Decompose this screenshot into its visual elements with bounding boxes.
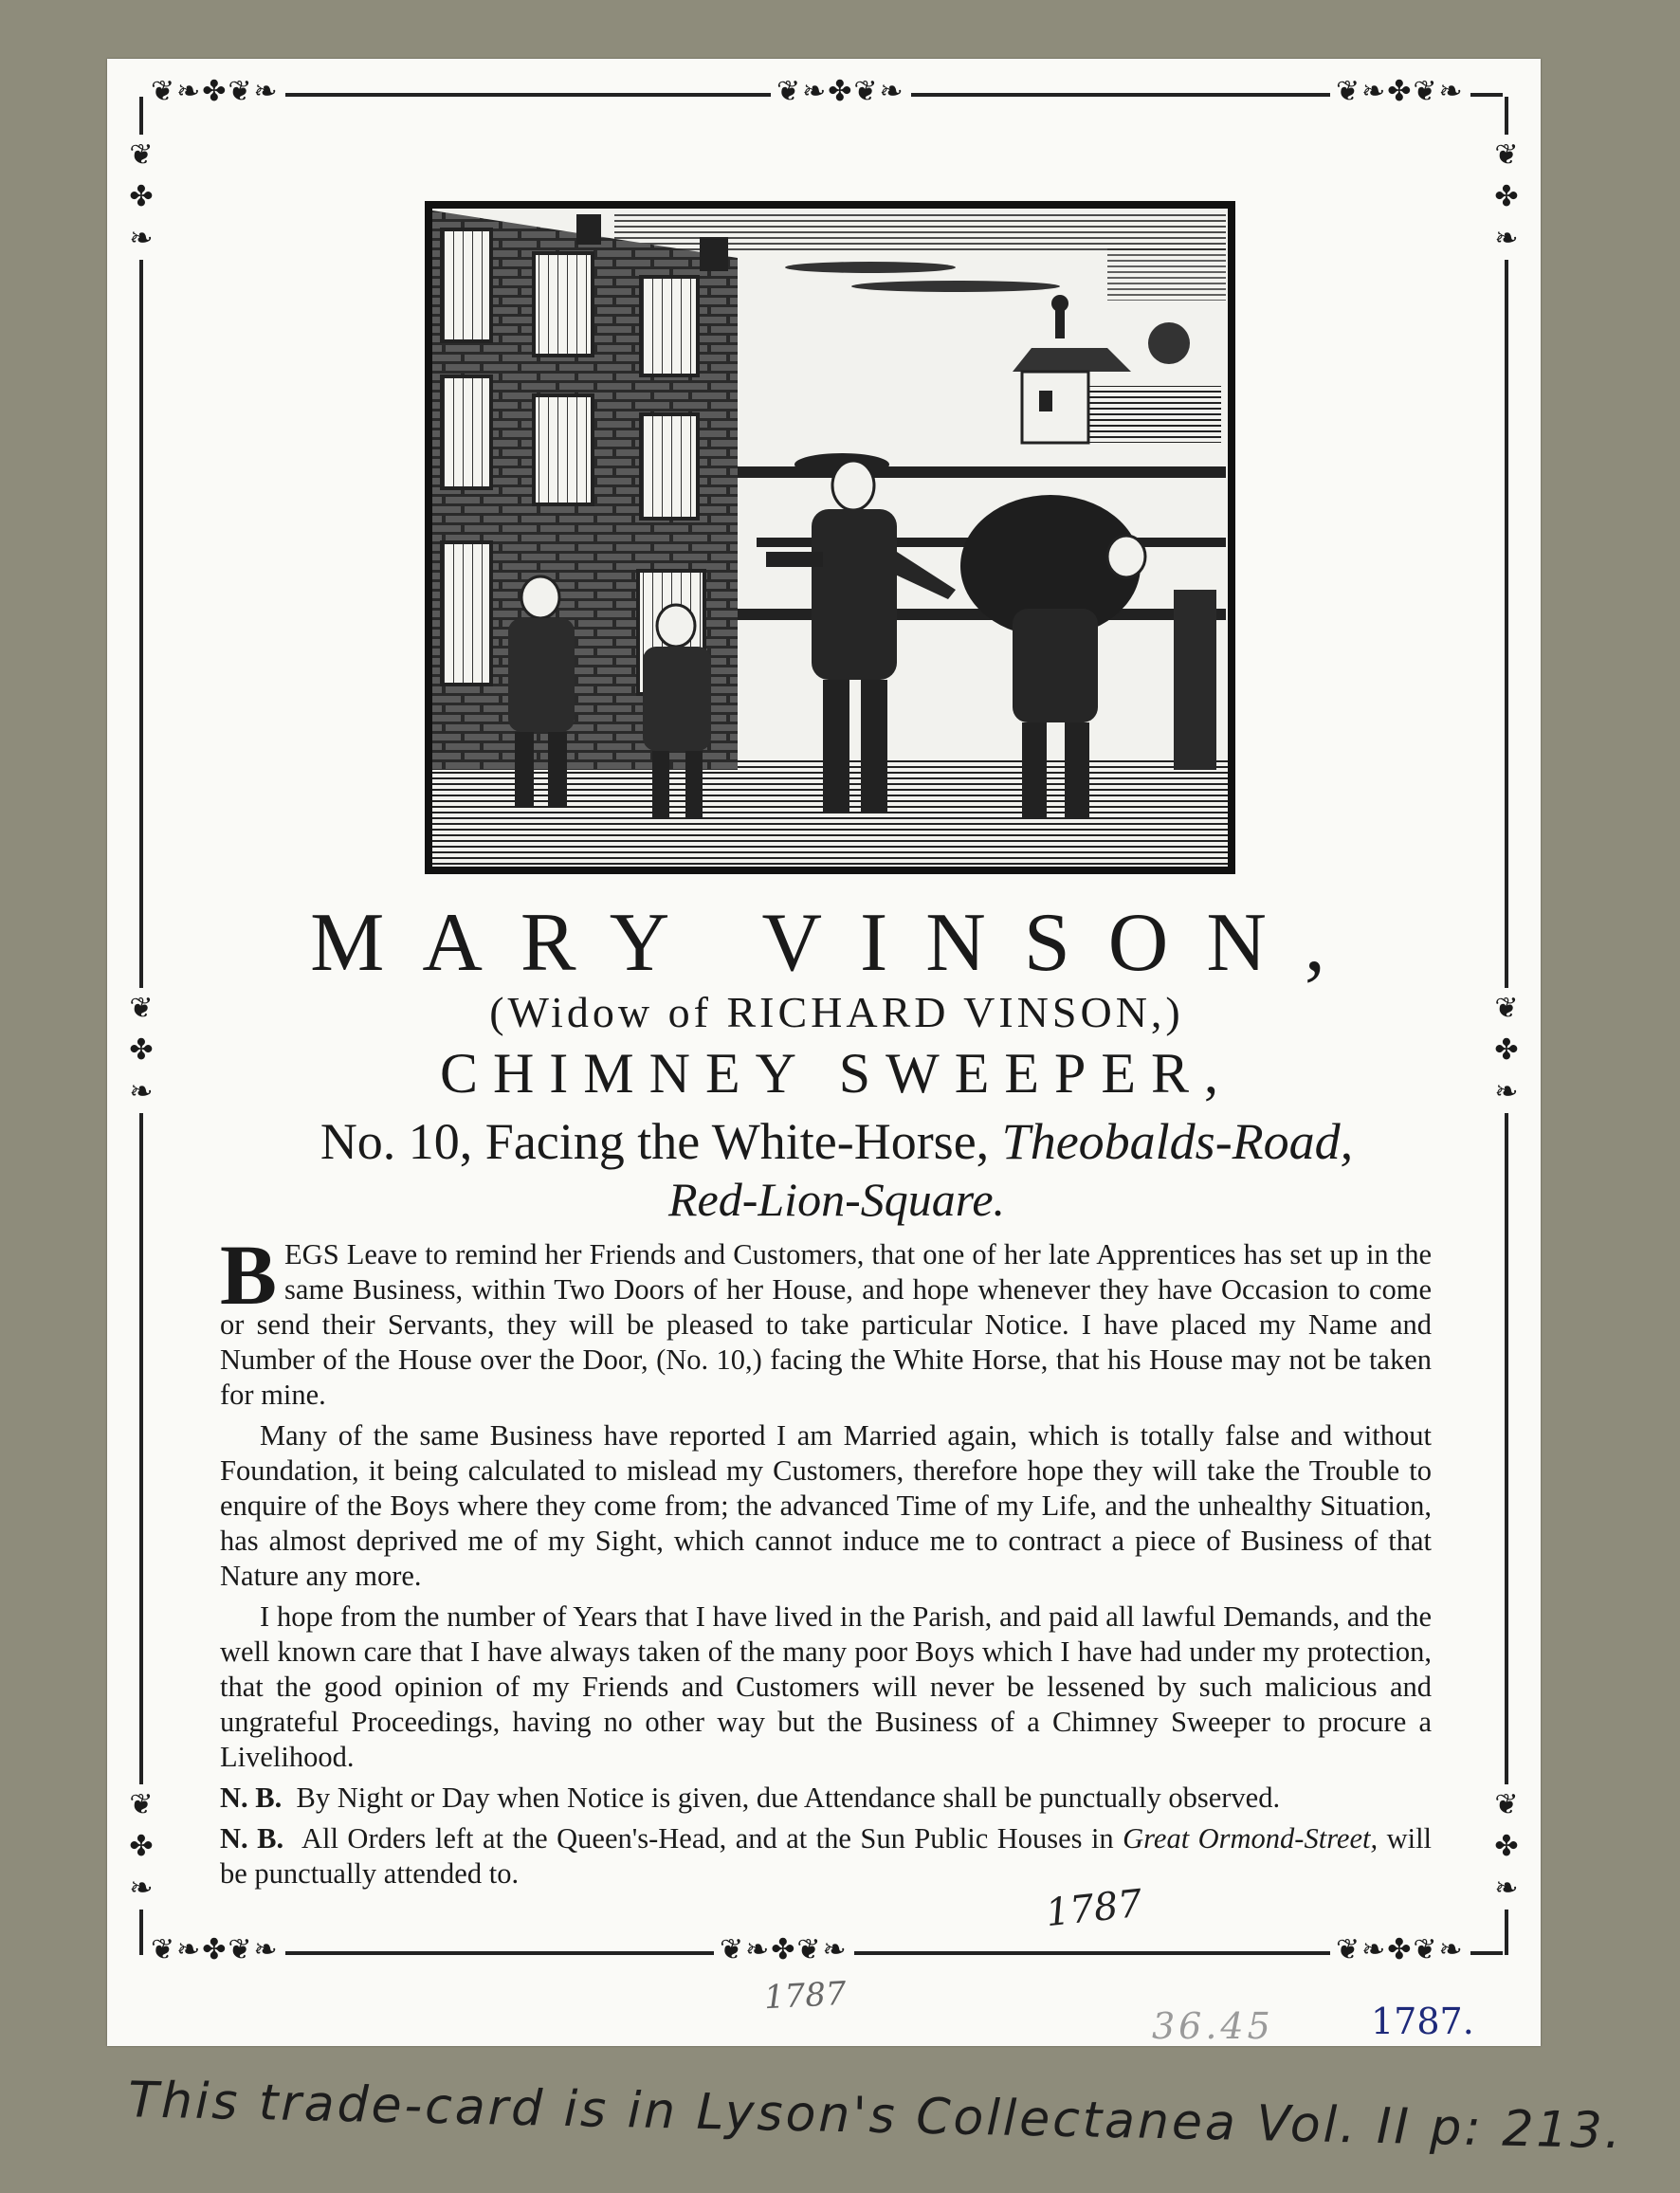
nb2-italic: Great Ormond-Street, xyxy=(1123,1822,1379,1855)
ornament-left-top: ❦ ✤ ❧ xyxy=(125,135,157,260)
ornament-left-middle: ❦ ✤ ❧ xyxy=(125,988,157,1113)
paragraph-3: I hope from the number of Years that I have lived in the Parish, and paid all lawful Demands, and the well known care that I have always taken of the many poor Boys which I have had under my protection, that the good opinion of my Friends and Customers will never be lessened by such malicious and ungrateful Proceedings, having no other way but the Business of a Chimney Sweeper to procure a Livelihood. xyxy=(220,1600,1432,1773)
ornament-bottom-right: ❦❧✤❦❧ xyxy=(1330,1936,1470,1965)
ornament-left-bottom: ❦ ✤ ❧ xyxy=(125,1784,157,1910)
nota-bene-1 xyxy=(220,1781,1432,1816)
paragraph-2: Many of the same Business have reported I am Married again, which is totally false and without Foundation, it being calculated to mislead my Customers, therefore hope they will take the Trouble to enquire of the Boys where they come from; the advanced Time of my Life, and the unhealthy Situation, has almost deprived me of my Sight, which cannot induce me to contract a piece of Business of that Nature any more. xyxy=(220,1419,1432,1592)
ornament-top-left: ❦❧✤❦❧ xyxy=(145,78,285,106)
pencil-year-annotation: 1787 xyxy=(763,1974,848,2018)
ornament-top-right: ❦❧✤❦❧ xyxy=(1330,78,1470,106)
address-italic: Theobalds-Road, xyxy=(1001,1113,1354,1170)
paragraph-1-text: EGS Leave to remind her Friends and Customers, that one of her late Apprentices has set up in the same Business, within Two Doors of her House, and hope whenever they have Occasion to come or send their Servants, they will be pleased to take particular Notice. I have placed my Name and Number of the House over the Door, (No. 10,) facing the White Horse, that his House may not be taken for mine. xyxy=(220,1238,1432,1411)
ornament-top-center: ❦❧✤❦❧ xyxy=(771,78,911,106)
advertisement-body xyxy=(220,1229,1433,1897)
widow-line: (Widow of RICHARD VINSON,) xyxy=(489,988,1184,1036)
handwritten-caption: This trade-card is in Lyson's Collectanea Vol. II p: 213. xyxy=(127,2072,1624,2161)
ornament-right-top: ❦ ✤ ❧ xyxy=(1490,135,1523,260)
handwritten-year: 1787 xyxy=(1043,1881,1144,1936)
nota-bene-2 xyxy=(220,1821,1432,1891)
locality-line: Red-Lion-Square. xyxy=(667,1173,1006,1226)
woodcut-illustration xyxy=(425,201,1235,874)
proprietor-name: MARY VINSON, xyxy=(310,897,1363,989)
ornament-right-middle: ❦ ✤ ❧ xyxy=(1490,988,1523,1113)
nb-label: N. B. xyxy=(220,1782,283,1814)
trade-title: CHIMNEY SWEEPER, xyxy=(439,1042,1234,1105)
ornament-bottom-center: ❦❧✤❦❧ xyxy=(714,1936,854,1965)
nb2-end: will be punctually attended to. xyxy=(220,1822,1433,1890)
reference-number: 36.45 xyxy=(1152,2005,1274,2047)
address-line xyxy=(152,1111,1522,1172)
ink-year-annotation: 1787. xyxy=(1371,2001,1474,2042)
drop-cap: B xyxy=(220,1229,278,1323)
ornament-right-bottom: ❦ ✤ ❧ xyxy=(1490,1784,1523,1910)
nb-label: N. B. xyxy=(220,1822,284,1855)
address-plain: No. 10, Facing the White-Horse, xyxy=(320,1113,1002,1170)
paragraph-1 xyxy=(220,1229,1432,1413)
nb2-text: All Orders left at the Queen's-Head, and at the Sun Public Houses in xyxy=(301,1822,1123,1855)
nb1-text: By Night or Day when Notice is given, due Attendance shall be punctually observed. xyxy=(296,1782,1281,1814)
ornament-bottom-left: ❦❧✤❦❧ xyxy=(145,1936,285,1965)
